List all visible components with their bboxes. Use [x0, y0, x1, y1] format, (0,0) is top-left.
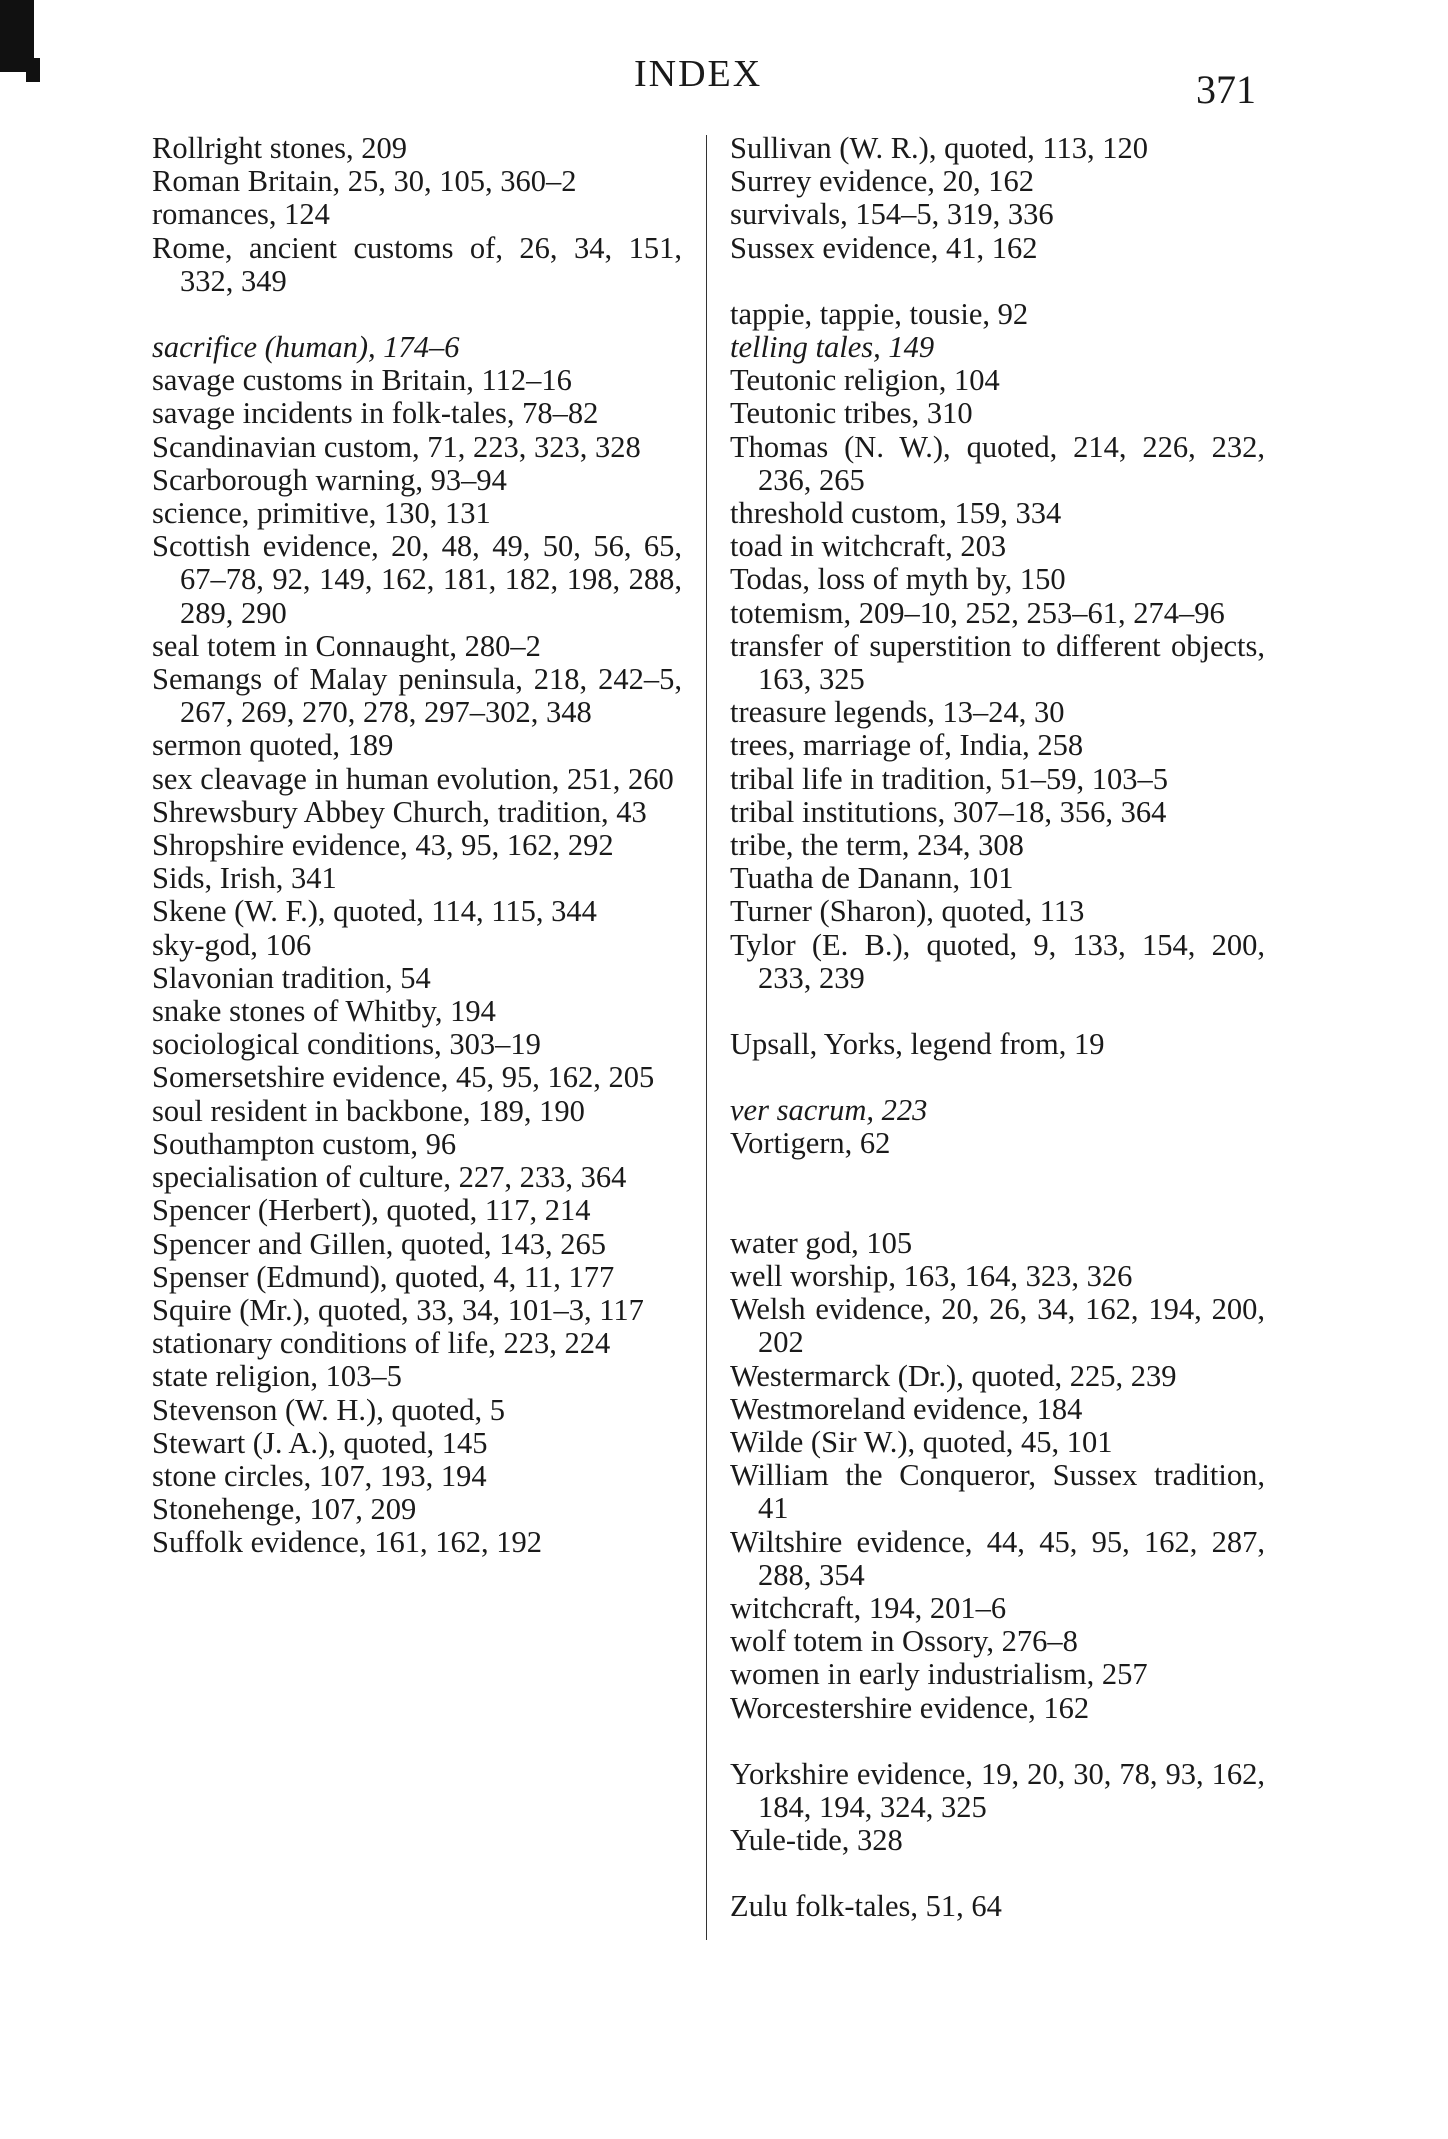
page-title: INDEX	[634, 53, 763, 95]
index-entry: Spencer and Gillen, quoted, 143, 265	[152, 1226, 607, 1261]
index-entry: Westermarck (Dr.), quoted, 225, 239	[730, 1358, 1177, 1393]
index-entry: Spencer (Herbert), quoted, 117, 214	[152, 1193, 591, 1228]
column-divider	[706, 135, 707, 1940]
index-entry: water god, 105	[730, 1225, 913, 1260]
index-entry: tribal life in tradition, 51–59, 103–5	[730, 761, 1168, 796]
index-entry: Stevenson (W. H.), quoted, 5	[152, 1392, 505, 1427]
index-entry: Surrey evidence, 20, 162	[730, 164, 1035, 199]
index-entry: tribe, the term, 234, 308	[730, 828, 1024, 863]
page-number: 371	[1196, 67, 1256, 112]
index-entry: romances, 124	[152, 197, 330, 232]
index-entry: Wiltshire evidence, 44, 45, 95, 162, 287, 288, 354	[730, 1524, 1265, 1592]
index-entry: threshold custom, 159, 334	[730, 496, 1062, 531]
index-entry: Turner (Sharon), quoted, 113	[730, 894, 1085, 929]
index-entry: Rome, ancient customs of, 26, 34, 151, 332, 349	[152, 230, 682, 298]
index-entry: state religion, 103–5	[152, 1359, 402, 1394]
index-entry: witchcraft, 194, 201–6	[730, 1590, 1007, 1625]
letter-gap	[730, 265, 1265, 298]
index-entry: specialisation of culture, 227, 233, 364	[152, 1160, 627, 1195]
index-column-left	[152, 132, 682, 1560]
index-entry: Sids, Irish, 341	[152, 861, 337, 896]
index-entry: Welsh evidence, 20, 26, 34, 162, 194, 200, 202	[730, 1292, 1265, 1360]
index-entry: tappie, tappie, tousie, 92	[730, 296, 1029, 331]
index-entry: toad in witchcraft, 203	[730, 529, 1007, 564]
index-entry: Tuatha de Danann, 101	[730, 861, 1014, 896]
index-entry: Scottish evidence, 20, 48, 49, 50, 56, 65, 67–78, 92, 149, 162, 181, 182, 198, 288, 289, 290	[152, 529, 682, 630]
index-entry: Scarborough warning, 93–94	[152, 462, 507, 497]
index-entry: women in early industrialism, 257	[730, 1657, 1148, 1692]
index-entry: totemism, 209–10, 252, 253–61, 274–96	[730, 595, 1225, 630]
index-entry: snake stones of Whitby, 194	[152, 994, 496, 1029]
index-entry: Stewart (J. A.), quoted, 145	[152, 1425, 488, 1460]
index-entry: wolf totem in Ossory, 276–8	[730, 1624, 1078, 1659]
index-entry: William the Conqueror, Sussex tradition, 41	[730, 1458, 1265, 1526]
index-entry: sociological conditions, 303–19	[152, 1027, 541, 1062]
index-entry: well worship, 163, 164, 323, 326	[730, 1258, 1133, 1293]
index-entry: Slavonian tradition, 54	[152, 960, 431, 995]
index-entry: ver sacrum, 223	[730, 1093, 928, 1128]
index-entry: science, primitive, 130, 131	[152, 496, 491, 531]
index-entry: Worcestershire evidence, 162	[730, 1690, 1090, 1725]
letter-gap	[730, 1725, 1265, 1758]
index-entry: sex cleavage in human evolution, 251, 260	[152, 761, 674, 796]
index-entry: Skene (W. F.), quoted, 114, 115, 344	[152, 894, 597, 929]
index-column-right	[730, 132, 1265, 1924]
index-entry: stationary conditions of life, 223, 224	[152, 1326, 611, 1361]
letter-gap	[730, 1061, 1265, 1094]
index-entry: Squire (Mr.), quoted, 33, 34, 101–3, 117	[152, 1292, 644, 1327]
index-entry: telling tales, 149	[730, 330, 935, 365]
index-entry: stone circles, 107, 193, 194	[152, 1458, 487, 1493]
index-entry: Roman Britain, 25, 30, 105, 360–2	[152, 164, 577, 199]
index-entry: Zulu folk-tales, 51, 64	[730, 1889, 1002, 1924]
index-entry: Wilde (Sir W.), quoted, 45, 101	[730, 1424, 1113, 1459]
index-entry: Somersetshire evidence, 45, 95, 162, 205	[152, 1060, 655, 1095]
index-entry: Stonehenge, 107, 209	[152, 1492, 417, 1527]
index-entry: tribal institutions, 307–18, 356, 364	[730, 794, 1167, 829]
index-entry: Sullivan (W. R.), quoted, 113, 120	[730, 131, 1148, 165]
index-entry: Scandinavian custom, 71, 223, 323, 328	[152, 429, 641, 464]
index-entry: Suffolk evidence, 161, 162, 192	[152, 1525, 542, 1560]
index-entry: Semangs of Malay peninsula, 218, 242–5, 267, 269, 270, 278, 297–302, 348	[152, 662, 682, 730]
index-entry: transfer of superstition to different objects, 163, 325	[730, 628, 1265, 697]
index-entry: trees, marriage of, India, 258	[730, 728, 1084, 763]
index-entry: seal totem in Connaught, 280–2	[152, 628, 541, 663]
index-entry: Tylor (E. B.), quoted, 9, 133, 154, 200, 233, 239	[730, 927, 1265, 995]
index-entry: Southampton custom, 96	[152, 1126, 457, 1161]
index-entry: Yorkshire evidence, 19, 20, 30, 78, 93, 162, 184, 194, 324, 325	[730, 1756, 1265, 1824]
index-entry: Teutonic tribes, 310	[730, 396, 973, 431]
index-entry: Shrewsbury Abbey Church, tradition, 43	[152, 794, 647, 829]
letter-gap	[730, 995, 1265, 1028]
index-entry: treasure legends, 13–24, 30	[730, 695, 1065, 730]
index-entry: Yule-tide, 328	[730, 1823, 903, 1858]
letter-gap	[152, 298, 682, 331]
index-entry: survivals, 154–5, 319, 336	[730, 197, 1054, 232]
index-entry: sermon quoted, 189	[152, 728, 394, 763]
index-entry: Thomas (N. W.), quoted, 214, 226, 232, 236, 265	[730, 429, 1265, 497]
index-entry: Vortigern, 62	[730, 1126, 891, 1161]
index-entry: sacrifice (human), 174–6	[152, 330, 460, 365]
index-entry: Rollright stones, 209	[152, 131, 408, 165]
index-entry: sky-god, 106	[152, 927, 312, 962]
index-entry: Shropshire evidence, 43, 95, 162, 292	[152, 828, 614, 863]
letter-gap	[730, 1857, 1265, 1890]
page-header	[0, 52, 1448, 112]
index-entry: Spenser (Edmund), quoted, 4, 11, 177	[152, 1259, 615, 1294]
index-entry: Sussex evidence, 41, 162	[730, 230, 1038, 265]
index-entry: soul resident in backbone, 189, 190	[152, 1093, 585, 1128]
index-entry: Teutonic religion, 104	[730, 363, 1000, 398]
index-entry: Westmoreland evidence, 184	[730, 1391, 1083, 1426]
index-entry: Upsall, Yorks, legend from, 19	[730, 1027, 1105, 1062]
index-entry: Todas, loss of myth by, 150	[730, 562, 1066, 597]
index-entry: savage incidents in folk-tales, 78–82	[152, 396, 599, 431]
index-entry: savage customs in Britain, 112–16	[152, 363, 572, 398]
letter-gap	[730, 1161, 1265, 1227]
